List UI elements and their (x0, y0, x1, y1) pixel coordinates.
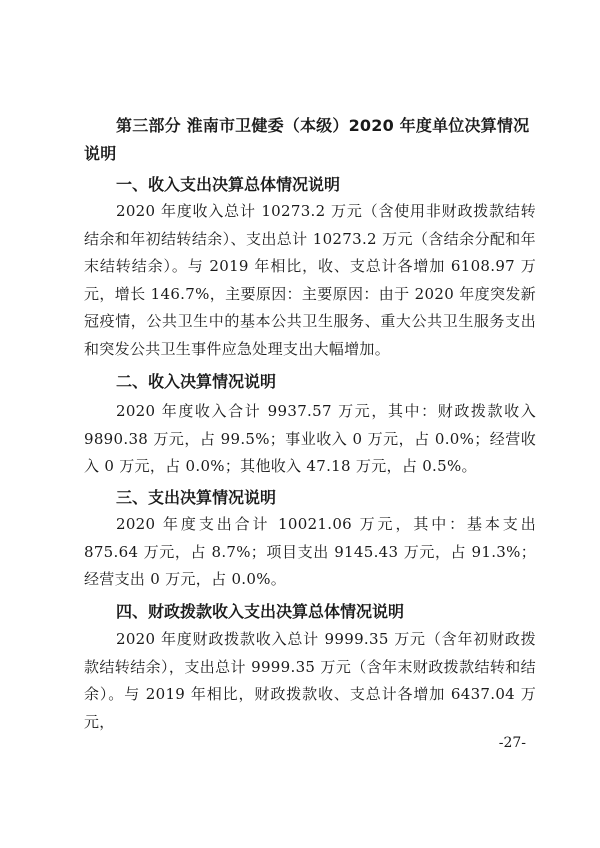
section-heading-3: 三、支出决算情况说明 (116, 488, 277, 507)
section-paragraph-4: 2020 年度财政拨款收入总计 9999.35 万元（含年初财政拨款结转结余），支出总计 9999.35 万元（含年末财政拨款结转和结余）。与 2019 年相比，财政拨款收、支总计各增加 6437.04 万元， (84, 630, 536, 731)
page-number: -27- (498, 735, 526, 751)
section-paragraph-1: 2020 年度收入总计 10273.2 万元（含使用非财政拨款结转结余和年初结转结余）、支出总计 10273.2 万元（含结余分配和年末结转结余）。与 2019 年相比，收、支总计各增加 6108.97 万元，增长 146.7%，主要原因：主要原因：由于 2020 年度突发新冠疫情，公共卫生中的基本公共卫生服务、重大公共卫生服务支出和突发公共卫生事件应急处理支出大幅增加。 (84, 202, 536, 358)
section-paragraph-3: 2020 年度支出合计 10021.06 万元，其中：基本支出 875.64 万元，占 8.7%；项目支出 9145.43 万元，占 91.3%；经营支出 0 万元，占 0.0%。 (84, 515, 536, 588)
section-paragraph-2: 2020 年度收入合计 9937.57 万元，其中：财政拨款收入 9890.38 万元，占 99.5%；事业收入 0 万元，占 0.0%；经营收入 0 万元，占 0.0%；其他收入 47.18 万元，占 0.5%。 (84, 402, 536, 475)
section-heading-4: 四、财政拨款收入支出决算总体情况说明 (116, 602, 405, 621)
section-heading-2: 二、收入决算情况说明 (116, 372, 277, 391)
page-title: 第三部分 淮南市卫健委（本级）2020 年度单位决算情况说明 (84, 116, 530, 163)
section-heading-1: 一、收入支出决算总体情况说明 (116, 175, 341, 194)
